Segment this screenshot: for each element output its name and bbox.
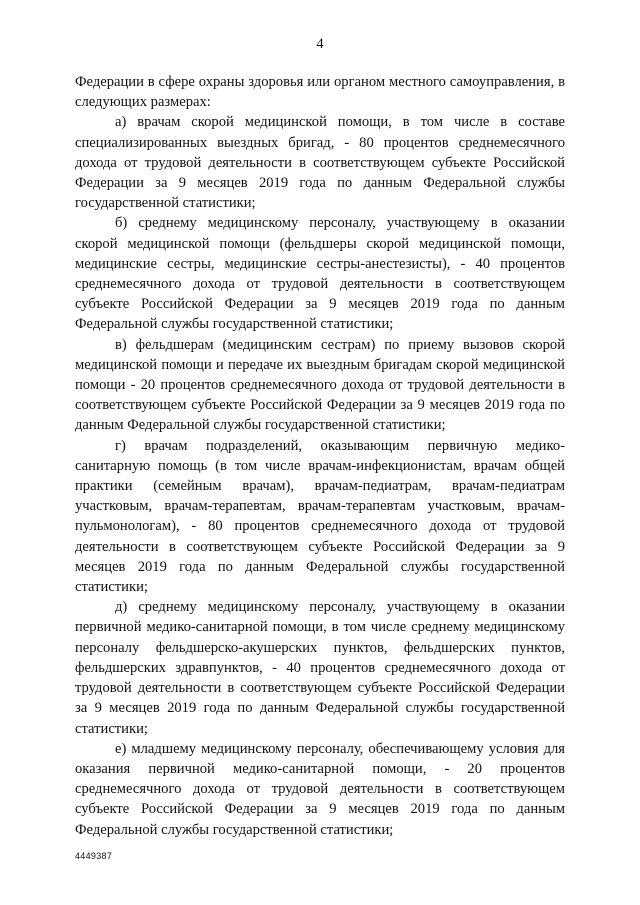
document-body [75,72,565,840]
paragraph-a: а) врачам скорой медицинской помощи, в том числе в составе специализированных выездных бригад, - 80 процентов среднемесячного дохода от трудовой деятельности в соответствующем субъекте Российской Федерации за 9 месяцев 2019 года по данным Федеральной службы государственной статистики; [75,114,565,212]
document-code: 4449387 [75,851,113,861]
paragraph-e: е) младшему медицинскому персоналу, обеспечивающему условия для оказания первичной медико-санитарной помощи, - 20 процентов среднемесячного дохода от трудовой деятельности в соответствующем субъекте Российской Федерации за 9 месяцев 2019 года по данным Федеральной службы государственной статистики; [75,740,565,838]
paragraph-d: д) среднему медицинскому персоналу, участвующему в оказании первичной медико-санитарной помощи, в том числе среднему медицинскому персоналу фельдшерско-акушерских пунктов, фельдшерских пунктов, фельдшерских здравпунктов, - 40 процентов среднемесячного дохода от трудовой деятельности в соответствующем субъекте Российской Федерации за 9 месяцев 2019 года по данным Федеральной службы государственной статистики; [75,599,565,737]
page-number: 4 [316,36,324,52]
paragraph-intro: Федерации в сфере охраны здоровья или органом местного самоуправления, в следующих размерах: [75,74,565,111]
paragraph-b: б) среднему медицинскому персоналу, участвующему в оказании скорой медицинской помощи (фельдшеры скорой медицинской помощи, медицинские сестры, медицинские сестры-анестезисты), - 40 процентов среднемесячного дохода от трудовой деятельности в соответствующем субъекте Российской Федерации за 9 месяцев 2019 года по данным Федеральной службы государственной статистики; [75,215,565,333]
paragraph-g: г) врачам подразделений, оказывающим первичную медико-санитарную помощь (в том числе врачам-инфекционистам, врачам общей практики (семейным врачам), врачам-педиатрам, врачам-педиатрам участковым, врачам-терапевтам, врачам-терапевтам участковым, врачам-пульмонологам), - 80 процентов среднемесячного дохода от трудовой деятельности в соответствующем субъекте Российской Федерации за 9 месяцев 2019 года по данным Федеральной службы государственной статистики; [75,437,565,596]
paragraph-v: в) фельдшерам (медицинским сестрам) по приему вызовов скорой медицинской помощи и передаче их выездным бригадам скорой медицинской помощи - 20 процентов среднемесячного дохода от трудовой деятельности в соответствующем субъекте Российской Федерации за 9 месяцев 2019 года по данным Федеральной службы государственной статистики; [75,336,565,434]
